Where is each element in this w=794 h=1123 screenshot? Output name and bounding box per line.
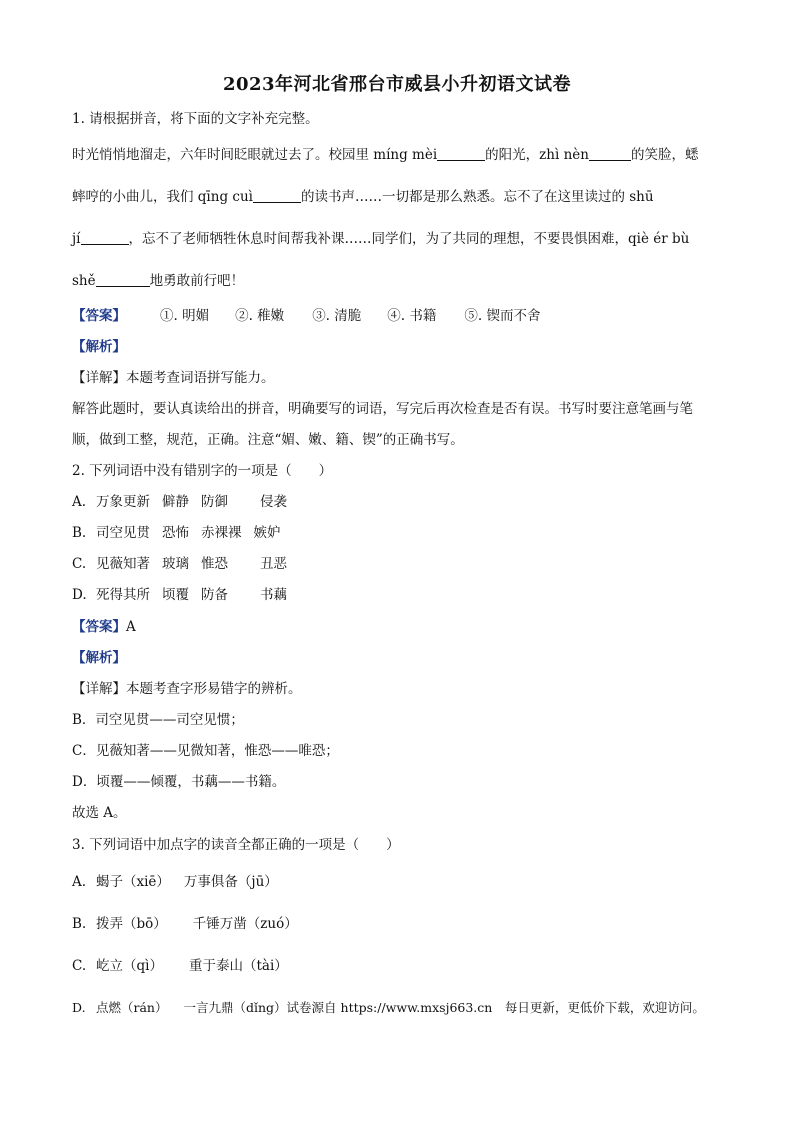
q2-detail: [72, 680, 302, 698]
answer-item: ②. 稚嫩: [235, 308, 285, 324]
q1-passage-line-4: [72, 272, 244, 290]
detail-text: 本题考查词语拼写能力。: [126, 370, 275, 386]
fill-blank: [589, 146, 631, 161]
q1-text: 时光悄悄地溜走，六年时间眨眼就过去了。校园里 míng mèi: [72, 147, 438, 163]
q1-detail: [72, 369, 275, 387]
q2-option-c: C. 见薇知著 玻璃 惟恐 丑恶: [72, 556, 287, 572]
answer-item: ③. 清脆: [312, 308, 362, 324]
q3-option-d: D. 点燃（rán） 一言九鼎（dǐng）试卷源自 https://www.mxsj663.cn 每日更新，更低价下载，欢迎访问。: [72, 1000, 705, 1015]
q1-stem: 1. 请根据拼音，将下面的文字补充完整。: [72, 111, 319, 127]
fill-blank: [96, 272, 150, 287]
q1-answer-row: [72, 307, 540, 325]
q1-passage-line-3: [72, 230, 689, 248]
q1-explanation-line-1: 解答此题时，要认真读给出的拼音，明确要写的词语，写完后再次检查是否有误。书写时要注意笔画与笔: [72, 401, 693, 417]
detail-tag: 【详解】: [72, 370, 126, 386]
detail-tag: 【详解】: [72, 681, 126, 697]
q2-option-b: B. 司空见贯 恐怖 赤裸裸 嫉妒: [72, 525, 281, 541]
q1-text: ，忘不了老师牺牲休息时间帮我补课……同学们，为了共同的理想，不要畏惧困难，qiè ér bù: [128, 231, 690, 247]
q1-passage-line-1: [72, 146, 698, 164]
q2-conclusion: 故选 A。: [72, 805, 127, 821]
fill-blank: [437, 146, 485, 161]
q1-text: 蟀哼的小曲儿，我们 qīng cuì: [72, 189, 253, 205]
answer-tag: 【答案】: [72, 308, 126, 324]
q1-passage-line-2: [72, 188, 654, 206]
q2-analysis-tag: 【解析】: [72, 650, 126, 666]
q3-option-b: B. 拨弄（bō） 千锤万凿（zuó）: [72, 916, 298, 932]
q1-text: shě: [72, 273, 96, 289]
q1-explanation-line-2: 顺，做到工整，规范，正确。注意“媚、嫩、籍、锲”的正确书写。: [72, 432, 464, 448]
q1-text: 的读书声……一切都是那么熟悉。忘不了在这里读过的 shū: [300, 189, 654, 205]
answer-item: ④. 书籍: [387, 308, 437, 324]
q2-explanation-b: B．司空见贯——司空见惯；: [72, 712, 244, 728]
q3-option-a: A. 蝎子（xiē） 万事俱备（jū）: [72, 874, 278, 890]
q2-answer-row: [72, 618, 136, 636]
q2-explanation-d: D．顷覆——倾覆，书藕——书籍。: [72, 774, 286, 790]
q1-text: 地勇敢前行吧！: [149, 273, 245, 289]
q1-text: jí: [72, 231, 81, 247]
q1-analysis-tag: 【解析】: [72, 339, 126, 355]
q2-option-a: A. 万象更新 僻静 防御 侵袭: [72, 494, 287, 510]
q2-option-d: D. 死得其所 顷覆 防备 书藕: [72, 587, 287, 603]
q3-option-c: C. 屹立（qì） 重于泰山（tài）: [72, 958, 288, 974]
detail-text: 本题考查字形易错字的辨析。: [126, 681, 302, 697]
footer-source-note: 试卷源自 https://www.mxsj663.cn 每日更新，更低价下载，欢迎访问。: [286, 1000, 705, 1015]
q2-stem: 2. 下列词语中没有错别字的一项是（ ）: [72, 463, 333, 479]
fill-blank: [253, 188, 301, 203]
q2-explanation-c: C．见薇知著——见微知著，惟恐——唯恐；: [72, 743, 339, 759]
q1-text: 的笑脸，蟋: [630, 147, 699, 163]
q3-stem: 3. 下列词语中加点字的读音全都正确的一项是（ ）: [72, 837, 400, 853]
page-title: 2023年河北省邢台市威县小升初语文试卷: [222, 74, 572, 95]
q1-text: 的阳光，zhì nèn: [485, 147, 589, 163]
fill-blank: [81, 230, 129, 245]
answer-tag: 【答案】: [72, 619, 126, 635]
answer-value: A: [126, 619, 136, 635]
answer-item: ①. 明媚: [160, 308, 210, 324]
answer-item: ⑤. 锲而不舍: [464, 308, 541, 324]
